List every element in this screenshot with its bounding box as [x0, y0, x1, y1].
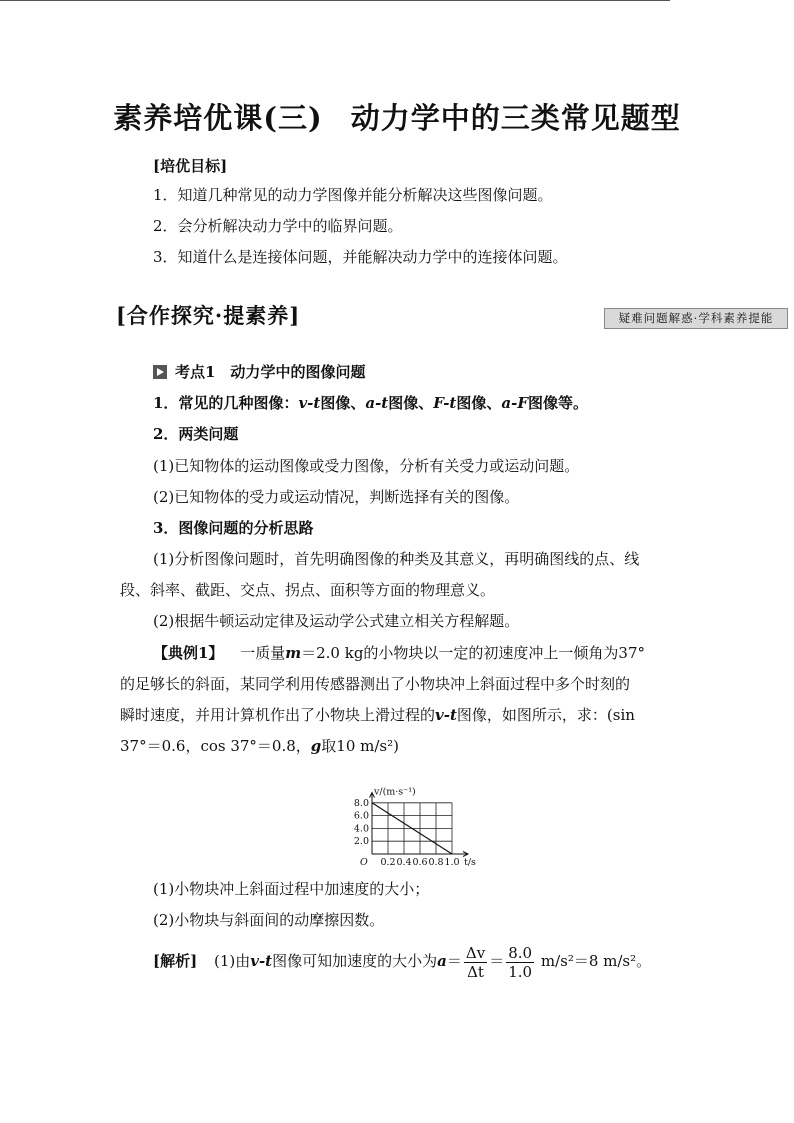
point-1-end: 图像等。 — [528, 394, 589, 412]
fraction-2-numerator: 8.0 — [508, 943, 533, 962]
point-1 — [153, 393, 588, 413]
solution-result: m/s²＝8 m/s²。 — [540, 952, 652, 970]
y-axis-label: v/(m·s⁻¹) — [374, 786, 416, 798]
y-tick-label: 6.0 — [353, 810, 369, 822]
x-tick-label: 0.2 — [380, 857, 396, 868]
section-tag: 疑难问题解惑·学科素养提能 — [604, 308, 788, 329]
point-2-b: (2)已知物体的受力或运动情况，判断选择有关的图像。 — [153, 488, 520, 506]
example-line-2: 的足够长的斜面，某同学利用传感器测出了小物块冲上斜面过程中多个时刻的 — [120, 675, 631, 693]
sep-1: 图像、 — [320, 394, 366, 412]
topic-label: 考点1 动力学中的图像问题 — [175, 363, 366, 381]
example-text-4a: 37°＝0.6，cos 37°＝0.8， — [120, 737, 311, 755]
var-a: a — [437, 952, 447, 970]
topic-heading — [153, 362, 365, 382]
equals-1: ＝ — [446, 952, 462, 970]
goal-item-1: 1．知道几种常见的动力学图像并能分析解决这些图像问题。 — [153, 186, 553, 204]
sep-2: 图像、 — [388, 394, 434, 412]
fraction-1-denominator: Δt — [467, 962, 484, 981]
equals-2: ＝ — [489, 952, 505, 970]
x-tick-label: 0.8 — [428, 857, 444, 868]
solution-text-a: (1)由 — [213, 952, 251, 970]
page-title — [0, 96, 794, 137]
example-text-4b: 取10 m/s²) — [321, 737, 399, 755]
goal-item-3: 3．知道什么是连接体问题，并能解决动力学中的连接体问题。 — [153, 248, 568, 266]
vt-chart — [340, 764, 490, 868]
term-vt-3: v-t — [250, 952, 273, 970]
y-tick-label: 4.0 — [353, 823, 369, 835]
solution-line — [153, 942, 651, 981]
term-Ft: F-t — [433, 394, 457, 412]
y-tick-label: 2.0 — [353, 836, 369, 848]
play-icon — [153, 365, 167, 379]
example-label: 【典例1】 — [153, 644, 224, 662]
term-vt: v-t — [298, 394, 321, 412]
section-header: [合作探究·提素养] — [116, 303, 301, 328]
fraction-1-numerator: Δv — [465, 943, 486, 962]
solution-text-b: 图像可知加速度的大小为 — [272, 952, 438, 970]
y-tick-label: 8.0 — [353, 797, 369, 809]
title-part2: 动力学中的三类常见题型 — [350, 101, 681, 135]
example-text-3a: 瞬时速度，并用计算机作出了小物块上滑过程的 — [120, 706, 436, 724]
var-m: m — [285, 644, 302, 662]
example-text-3b: 图像，如图所示，求：(sin — [456, 706, 635, 724]
point-1-prefix: 1．常见的几种图像： — [153, 394, 299, 412]
solution-label: [解析] — [153, 952, 198, 970]
section-divider — [0, 0, 670, 1]
goal-item-2: 2．会分析解决动力学中的临界问题。 — [153, 217, 403, 235]
var-g: g — [310, 737, 322, 755]
x-axis-label: t/s — [464, 857, 476, 868]
point-3-a-line2: 段、斜率、截距、交点、拐点、面积等方面的物理意义。 — [120, 581, 496, 599]
sep-3: 图像、 — [456, 394, 502, 412]
term-vt-2: v-t — [435, 706, 457, 724]
question-1: (1)小物块冲上斜面过程中加速度的大小； — [153, 880, 430, 898]
point-3-b: (2)根据牛顿运动定律及运动学公式建立相关方程解题。 — [153, 612, 520, 630]
example-line-1 — [153, 643, 645, 663]
point-3-heading: 3．图像问题的分析思路 — [153, 519, 314, 537]
example-line-4 — [120, 736, 399, 756]
point-2-a: (1)已知物体的运动图像或受力图像，分析有关受力或运动问题。 — [153, 457, 580, 475]
fraction-2-denominator: 1.0 — [508, 962, 533, 981]
fraction-values — [506, 944, 534, 981]
example-text-1a: 一质量 — [240, 644, 286, 662]
fraction-dv-dt — [464, 944, 487, 981]
x-tick-label: 0.6 — [412, 857, 428, 868]
example-text-1b: ＝2.0 kg的小物块以一定的初速度冲上一倾角为37° — [301, 644, 646, 662]
x-tick-label: 0.4 — [396, 857, 412, 868]
point-2-heading: 2．两类问题 — [153, 425, 239, 443]
example-line-3 — [120, 705, 635, 725]
goals-heading: [培优目标] — [153, 157, 228, 175]
origin-label: O — [360, 857, 368, 868]
term-at: a-t — [365, 394, 389, 412]
term-aF: a-F — [501, 394, 528, 412]
question-2: (2)小物块与斜面间的动摩擦因数。 — [153, 911, 385, 929]
point-3-a-line1: (1)分析图像问题时，首先明确图像的种类及其意义，再明确图线的点、线 — [153, 550, 640, 568]
title-part1: 素养培优课(三) — [113, 101, 323, 135]
x-tick-label: 1.0 — [444, 857, 460, 868]
